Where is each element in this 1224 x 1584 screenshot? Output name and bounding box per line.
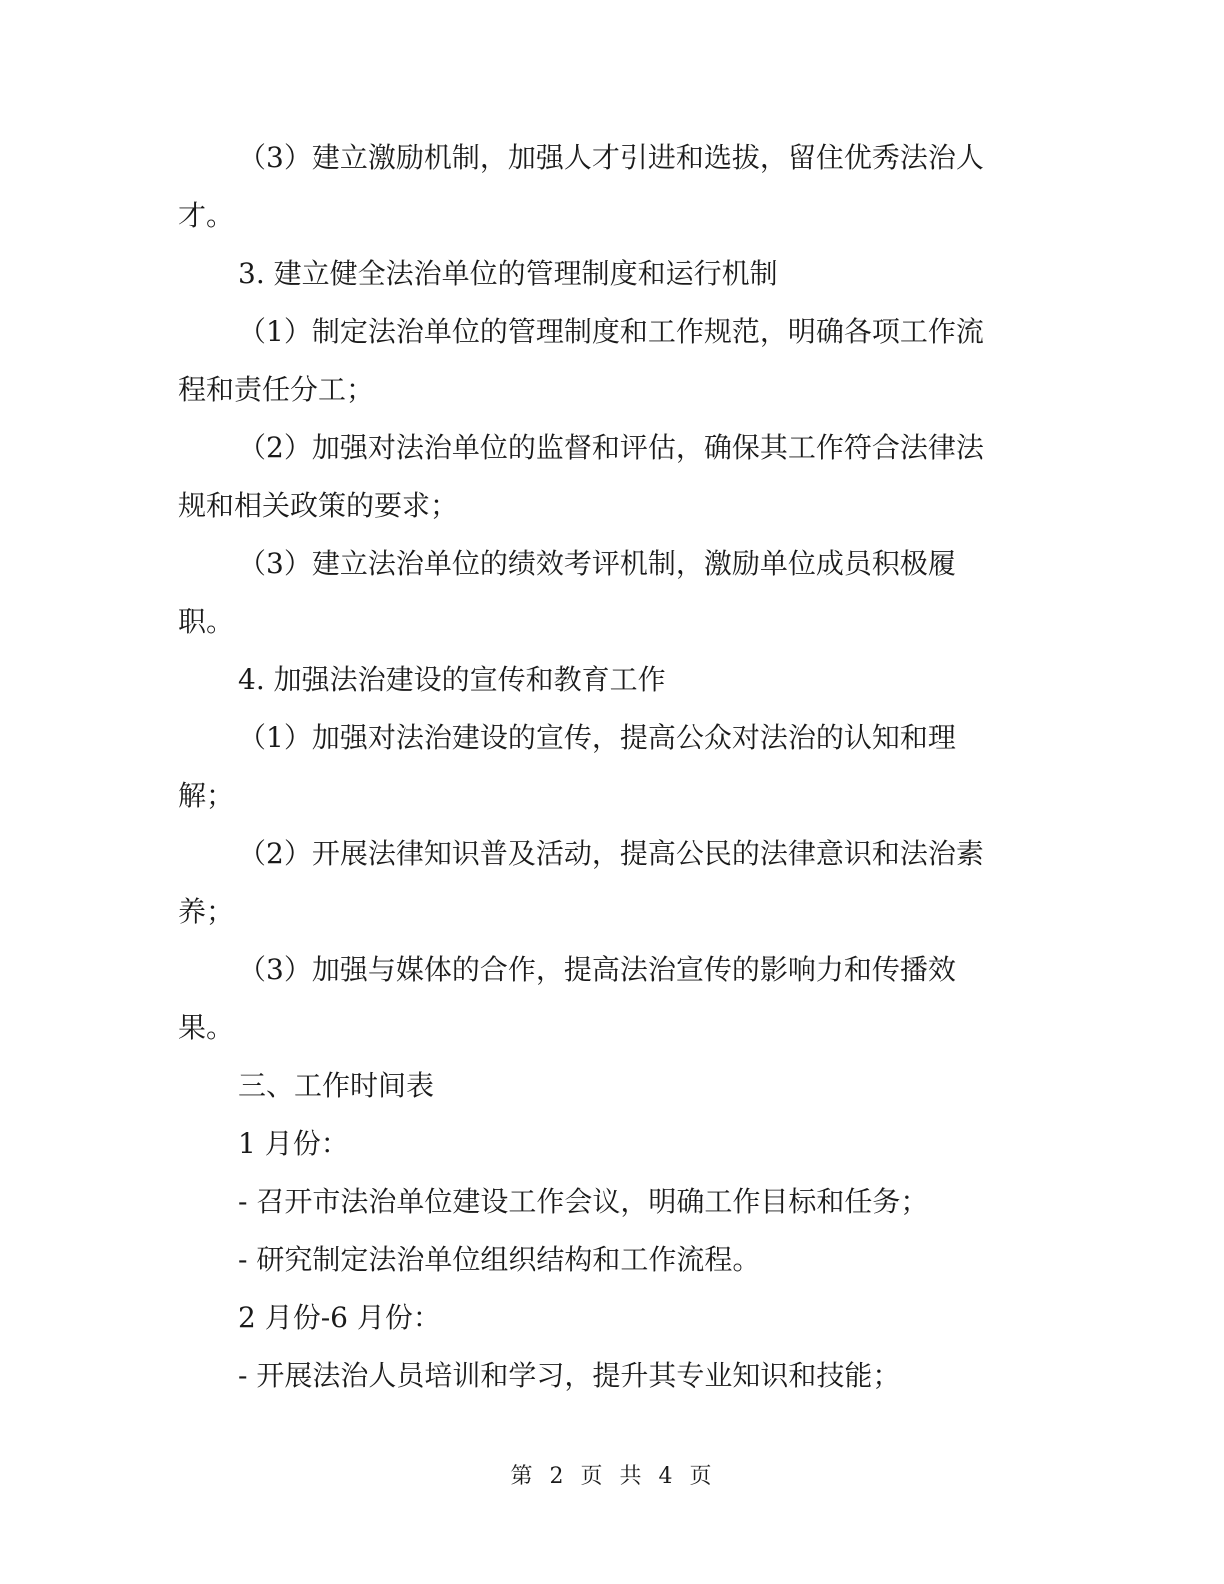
document-body	[178, 135, 1048, 1411]
paragraph-line: （1）加强对法治建设的宣传，提高公众对法治的认知和理	[238, 721, 956, 754]
paragraph-line: （3）建立法治单位的绩效考评机制，激励单位成员积极履	[238, 547, 956, 580]
section-heading: 3. 建立健全法治单位的管理制度和运行机制	[238, 257, 778, 290]
paragraph-line: （3）建立激励机制，加强人才引进和选拔，留住优秀法治人	[238, 141, 984, 174]
paragraph-line: 果。	[178, 1011, 235, 1044]
paragraph-line: 程和责任分工；	[178, 373, 375, 406]
paragraph-line: 才。	[178, 199, 235, 232]
paragraph-line: 养；	[178, 895, 235, 928]
paragraph-line: 解；	[178, 779, 235, 812]
section-heading: 三、工作时间表	[238, 1069, 435, 1102]
schedule-item: - 开展法治人员培训和学习，提升其专业知识和技能；	[238, 1359, 901, 1392]
schedule-item: - 召开市法治单位建设工作会议，明确工作目标和任务；	[238, 1185, 929, 1218]
schedule-month: 2 月份-6 月份：	[238, 1301, 441, 1334]
paragraph-line: 规和相关政策的要求；	[178, 489, 459, 522]
page-footer: 第 2 页 共 4 页	[510, 1464, 714, 1489]
paragraph-line: （2）开展法律知识普及活动，提高公民的法律意识和法治素	[238, 837, 984, 870]
schedule-item: - 研究制定法治单位组织结构和工作流程。	[238, 1243, 761, 1276]
paragraph-line: （3）加强与媒体的合作，提高法治宣传的影响力和传播效	[238, 953, 956, 986]
section-heading: 4. 加强法治建设的宣传和教育工作	[238, 663, 666, 696]
schedule-month: 1 月份：	[238, 1127, 349, 1160]
paragraph-line: 职。	[178, 605, 235, 638]
paragraph-line: （1）制定法治单位的管理制度和工作规范，明确各项工作流	[238, 315, 984, 348]
paragraph-line: （2）加强对法治单位的监督和评估，确保其工作符合法律法	[238, 431, 984, 464]
